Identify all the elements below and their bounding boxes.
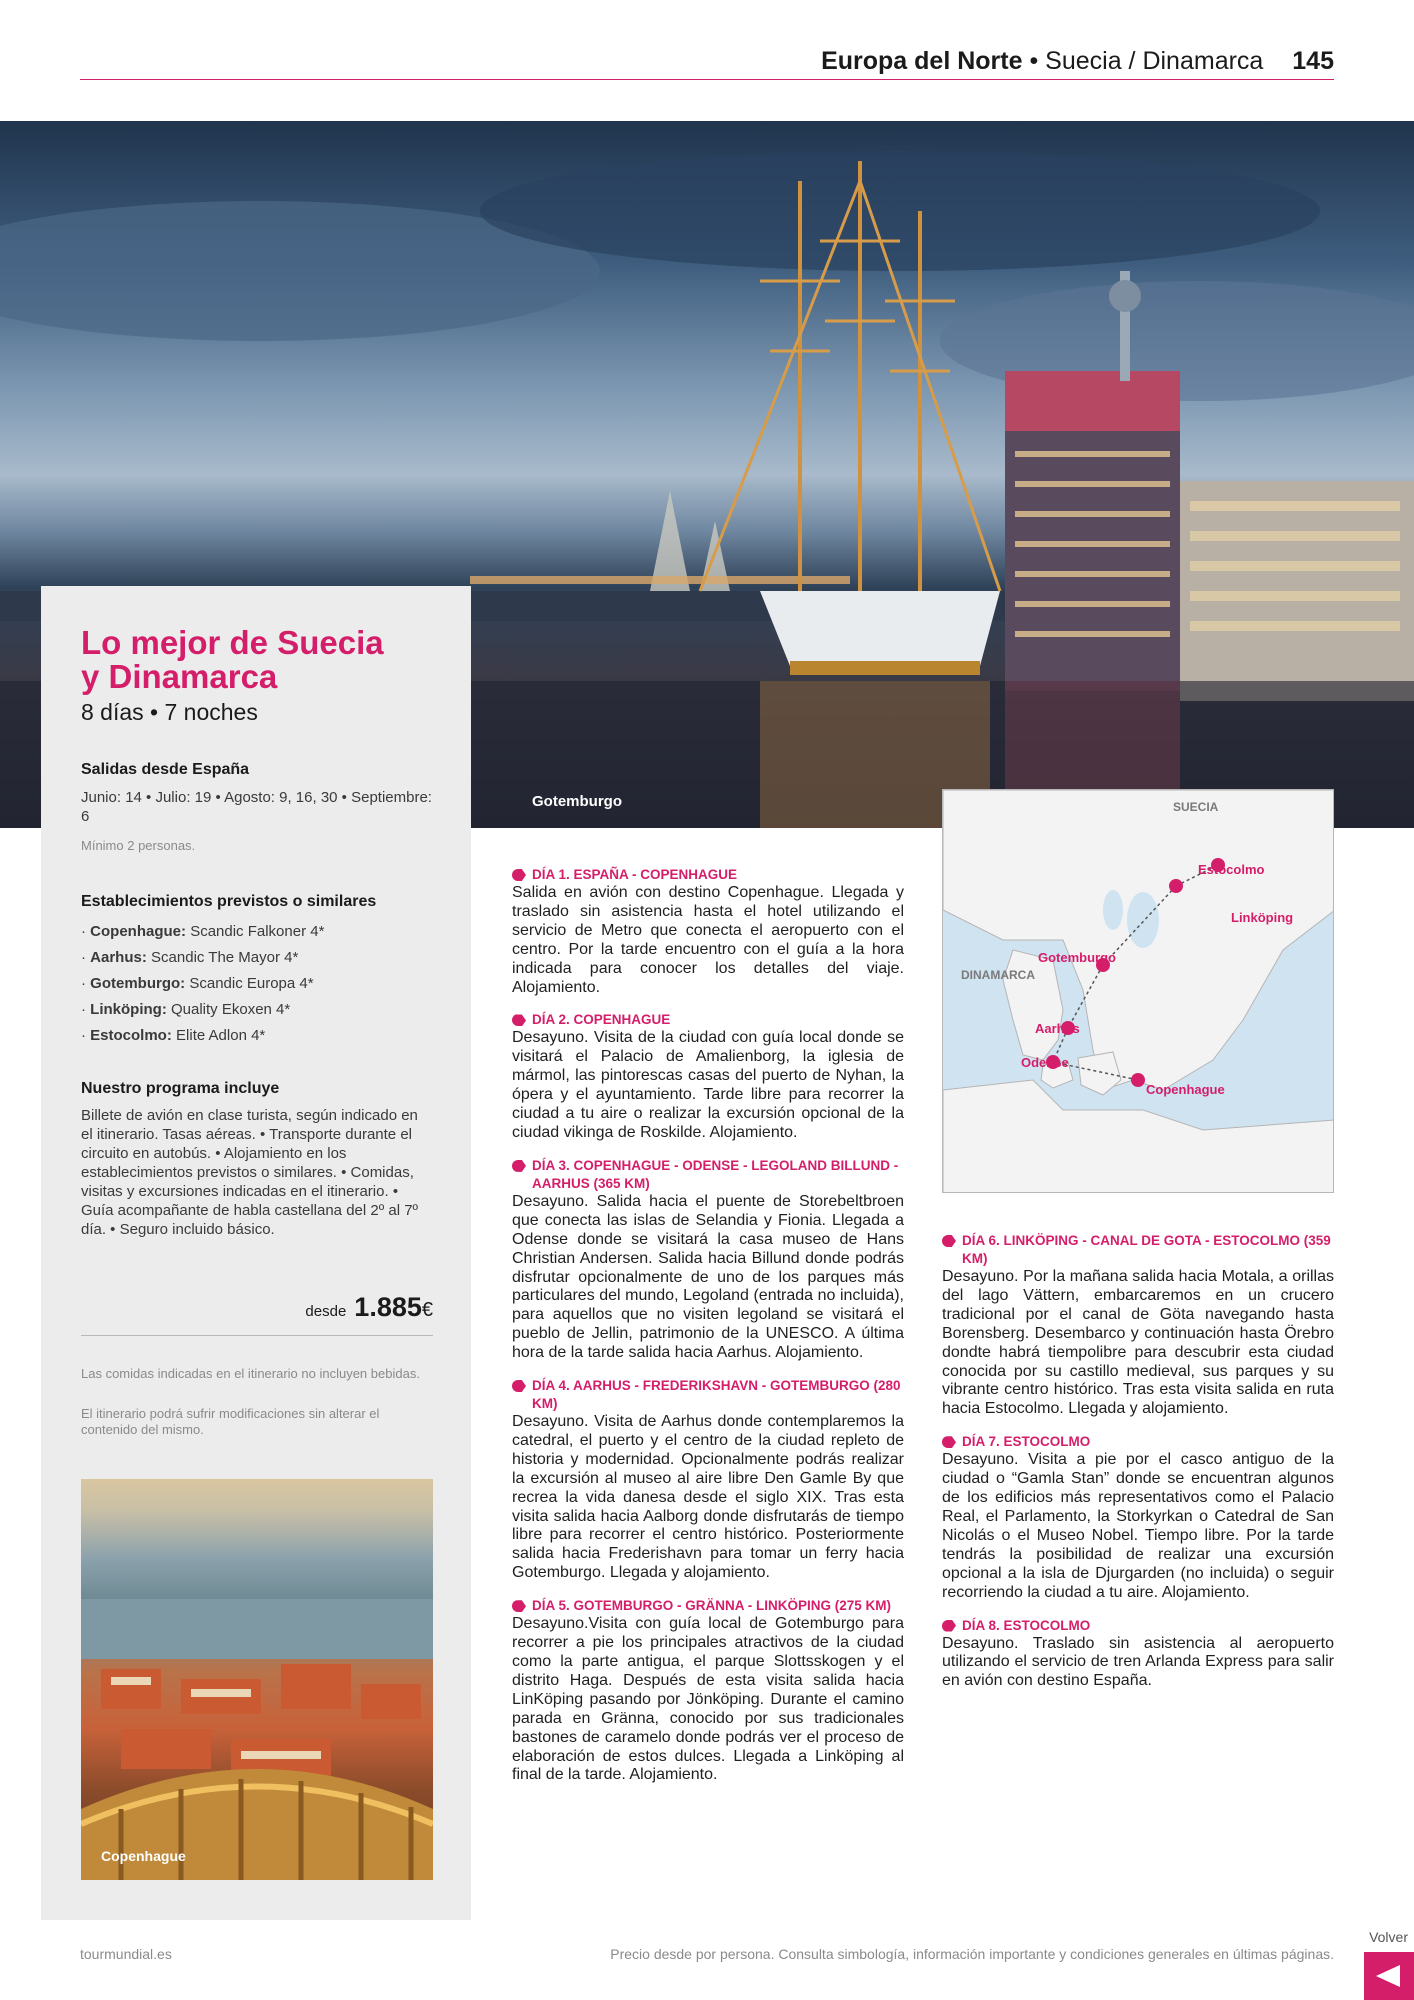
back-label[interactable]: Volver: [1369, 1929, 1408, 1945]
day-text: Desayuno. Visita de la ciudad con guía local donde se visitará el Palacio de Amalienborg, la iglesia de mármol, las pintorescas casas del puerto de Nyhan, la ópera y el ayuntamiento. Tarde libre para recorrer la ciudad a tu aire o realizar la excursión opcional de la ciudad vikinga de Roskilde. Alojamiento.: [512, 1029, 904, 1141]
map-city-copenhague: Copenhague: [1146, 1082, 1225, 1097]
day-text: Desayuno. Visita de Aarhus donde contemplaremos la catedral, el puerto y el centro de la ciudad repleto de historia y modernidad. Opcionalmente podrás realizar la excursión al museo al aire libre Den Gamle By que recrea la vida danesa desde el siglo XIX. Tras esta visita salida hacia Aalborg donde disfrutarás de tiempo libre para recorrer el centro histórico. Posteriormente salida hacia Frederishavn para tomar un ferry hacia Gotemburgo. Llegada y alojamiento.: [512, 1413, 904, 1582]
hotel-item: · Gotemburgo: Scandic Europa 4*: [81, 975, 314, 992]
itinerary-column-1: [512, 866, 904, 1799]
hotel-city: Linköping:: [90, 1001, 167, 1018]
price-box: [81, 1292, 433, 1336]
minimum-people: Mínimo 2 personas.: [81, 838, 196, 853]
map-city-odense: Odense: [1021, 1055, 1069, 1070]
itinerary-day: [512, 1377, 904, 1583]
header-bullet: •: [1029, 47, 1039, 75]
itinerary-day: [512, 1011, 904, 1142]
departures-heading: Salidas desde España: [81, 761, 250, 778]
map-city-gotemburgo: Gotemburgo: [1038, 950, 1116, 965]
page-header: [80, 46, 1334, 80]
itinerary-day: [942, 1433, 1334, 1602]
hotel-city: Estocolmo:: [90, 1027, 172, 1044]
itinerary-day: [512, 1157, 904, 1363]
hotel-city: Gotemburgo:: [90, 975, 186, 992]
route-map: [942, 789, 1334, 1193]
day-text: Desayuno. Por la mañana salida hacia Motala, a orillas del lago Vättern, embarcaremos en un crucero tradicional por el canal de Göta navegando hasta Borensberg. Desembarco y continuación hasta Örebro dondte habrá tiempolibre para descubrir esta ciudad conocida por su castillo medieval, sus parques y su vibrante centro histórico. Tras esta visita salida en ruta hacia Estocolmo. Llegada y alojamiento.: [942, 1268, 1334, 1418]
itinerary-day: [512, 866, 904, 997]
back-arrow-icon[interactable]: [1364, 1952, 1414, 2000]
trip-title-line1: Lo mejor de Suecia: [81, 624, 384, 661]
hotel-city: Copenhague:: [90, 923, 187, 940]
day-title: DÍA 8. ESTOCOLMO: [942, 1617, 1334, 1635]
day-title: DÍA 6. LINKÖPING - CANAL DE GOTA - ESTOCOLMO (359 KM): [942, 1232, 1334, 1268]
page-number: 145: [1292, 47, 1334, 75]
map-city-linkoping: Linköping: [1231, 910, 1294, 925]
header-region: Europa del Norte: [821, 47, 1023, 75]
day-title: DÍA 4. AARHUS - FREDERIKSHAVN - GOTEMBURGO (280 KM): [512, 1377, 904, 1413]
photo-caption: Copenhague: [101, 1848, 186, 1864]
back-button[interactable]: [1364, 1929, 1414, 2000]
program-heading: Nuestro programa incluye: [81, 1080, 280, 1097]
itinerary-day: [942, 1617, 1334, 1692]
day-text: Desayuno.Visita con guía local de Gotemburgo para recorrer a pie los principales atractivos de la ciudad como la parte antigua, el parque Slottsskogen y el distrito Haga. Después de esta visita salida hacia LinKöping pasando por Jönköping. Durante el camino parada en Gränna, conocido por sus tradicionales bastones de caramelo donde podrás ver el proceso de elaboración de estos dulces. Llegada a Linköping al final de la tarde. Alojamiento.: [512, 1615, 904, 1784]
day-title: DÍA 5. GOTEMBURGO - GRÄNNA - LINKÖPING (275 KM): [512, 1597, 904, 1615]
hotel-name: Scandic The Mayor 4*: [151, 949, 299, 966]
hotel-name: Elite Adlon 4*: [176, 1027, 266, 1044]
price-value: 1.885: [354, 1292, 422, 1322]
day-title: DÍA 3. COPENHAGUE - ODENSE - LEGOLAND BILLUND - AARHUS (365 KM): [512, 1157, 904, 1193]
price-currency: €: [421, 1299, 433, 1321]
header-title: [821, 46, 1334, 76]
departures-text: Junio: 14 • Julio: 19 • Agosto: 9, 16, 30 • Septiembre: 6: [81, 789, 432, 825]
hotels-list: [81, 919, 433, 1049]
hotel-name: Quality Ekoxen 4*: [171, 1001, 291, 1018]
day-text: Desayuno. Salida hacia el puente de Storebeltbroen que conecta las islas de Selandia y Fionia. Llegada a Odense donde se visitará la casa museo de Hans Christian Andersen. Salida hacia Billund donde podrás disfrutar opcionalmente de uno de los parques más particulares del mundo, Legoland (entrada no incluida), para aquellos que no visiten legoland se visitará el pueblo de Jellin, patrimonio de la UNESCO. A última hora de la tarde salida hacia Aarhus. Alojamiento.: [512, 1192, 904, 1362]
footer-disclaimer: Precio desde por persona. Consulta simbología, información importante y condiciones generales en últimas páginas.: [610, 1946, 1334, 1962]
map-illustration: [943, 790, 1334, 1193]
hotel-item: · Linköping: Quality Ekoxen 4*: [81, 1001, 291, 1018]
hotel-name: Scandic Europa 4*: [189, 975, 314, 992]
map-country-denmark: DINAMARCA: [961, 968, 1035, 982]
copenhagen-illustration: [81, 1479, 433, 1880]
day-title: DÍA 2. COPENHAGUE: [512, 1011, 904, 1029]
hotel-item: · Copenhague: Scandic Falkoner 4*: [81, 923, 325, 940]
trip-title-line2: y Dinamarca: [81, 658, 278, 695]
copenhagen-photo: [81, 1479, 433, 1880]
price-from-label: desde: [305, 1303, 347, 1320]
hotel-item: · Aarhus: Scandic The Mayor 4*: [81, 949, 299, 966]
hotel-name: Scandic Falkoner 4*: [190, 923, 325, 940]
program-text: Billete de avión en clase turista, según indicado en el itinerario. Tasas aéreas. • Transporte durante el circuito en autobús. • Alojamiento en los establecimientos previstos o similares. • Comidas, visitas y excursiones indicadas en el itinerario. • Guía acompañante de habla castellana del 2º al 7º día. • Seguro incluido básico.: [81, 1107, 419, 1238]
hotel-city: Aarhus:: [90, 949, 147, 966]
day-text: Desayuno. Traslado sin asistencia al aeropuerto utilizando el servicio de tren Arlanda Express para salir en avión con destino España.: [942, 1634, 1334, 1690]
info-sidebar: [41, 586, 471, 1920]
note-meals: Las comidas indicadas en el itinerario no incluyen bebidas.: [81, 1366, 420, 1381]
day-text: Salida en avión con destino Copenhague. Llegada y traslado sin asistencia hasta el hotel utilizando el servicio de Metro que conecta el aeropuerto con el centro. Por la tarde encuentro con el guía a la hora indicada para conocer los detalles del viaje. Alojamiento.: [512, 884, 904, 996]
itinerary-day: [942, 1232, 1334, 1419]
trip-title: [81, 626, 433, 694]
day-text: Desayuno. Visita a pie por el casco antiguo de la ciudad o “Gamla Stan” donde se encuentran algunos de los edificios más representativos como el Palacio Real, el Parlamento, la Storkyrkan o Catedral de San Nicolás o el Museo Nobel. Tiempo libre. Por la tarde tendrás la posibilidad de realizar una excursión opcional a la isla de Djurgarden (no incluida) o seguir recorriendo la ciudad a tu aire. Alojamiento.: [942, 1451, 1334, 1601]
header-countries: Suecia / Dinamarca: [1045, 47, 1264, 75]
trip-duration: 8 días • 7 noches: [81, 699, 258, 725]
map-country-sweden: SUECIA: [1173, 800, 1219, 814]
note-itinerary: El itinerario podrá sufrir modificaciones sin alterar el contenido del mismo.: [81, 1406, 380, 1437]
map-city-aarhus: Aarhus: [1035, 1021, 1080, 1036]
map-city-estocolmo: Estocolmo: [1198, 862, 1265, 877]
hotel-item: · Estocolmo: Elite Adlon 4*: [81, 1027, 266, 1044]
footer-site-link[interactable]: tourmundial.es: [80, 1946, 172, 1962]
hero-caption: Gotemburgo: [532, 793, 622, 810]
itinerary-day: [512, 1597, 904, 1785]
hotels-heading: Establecimientos previstos o similares: [81, 893, 377, 910]
day-title: DÍA 7. ESTOCOLMO: [942, 1433, 1334, 1451]
day-title: DÍA 1. ESPAÑA - COPENHAGUE: [512, 866, 904, 884]
itinerary-column-2: [942, 1232, 1334, 1705]
